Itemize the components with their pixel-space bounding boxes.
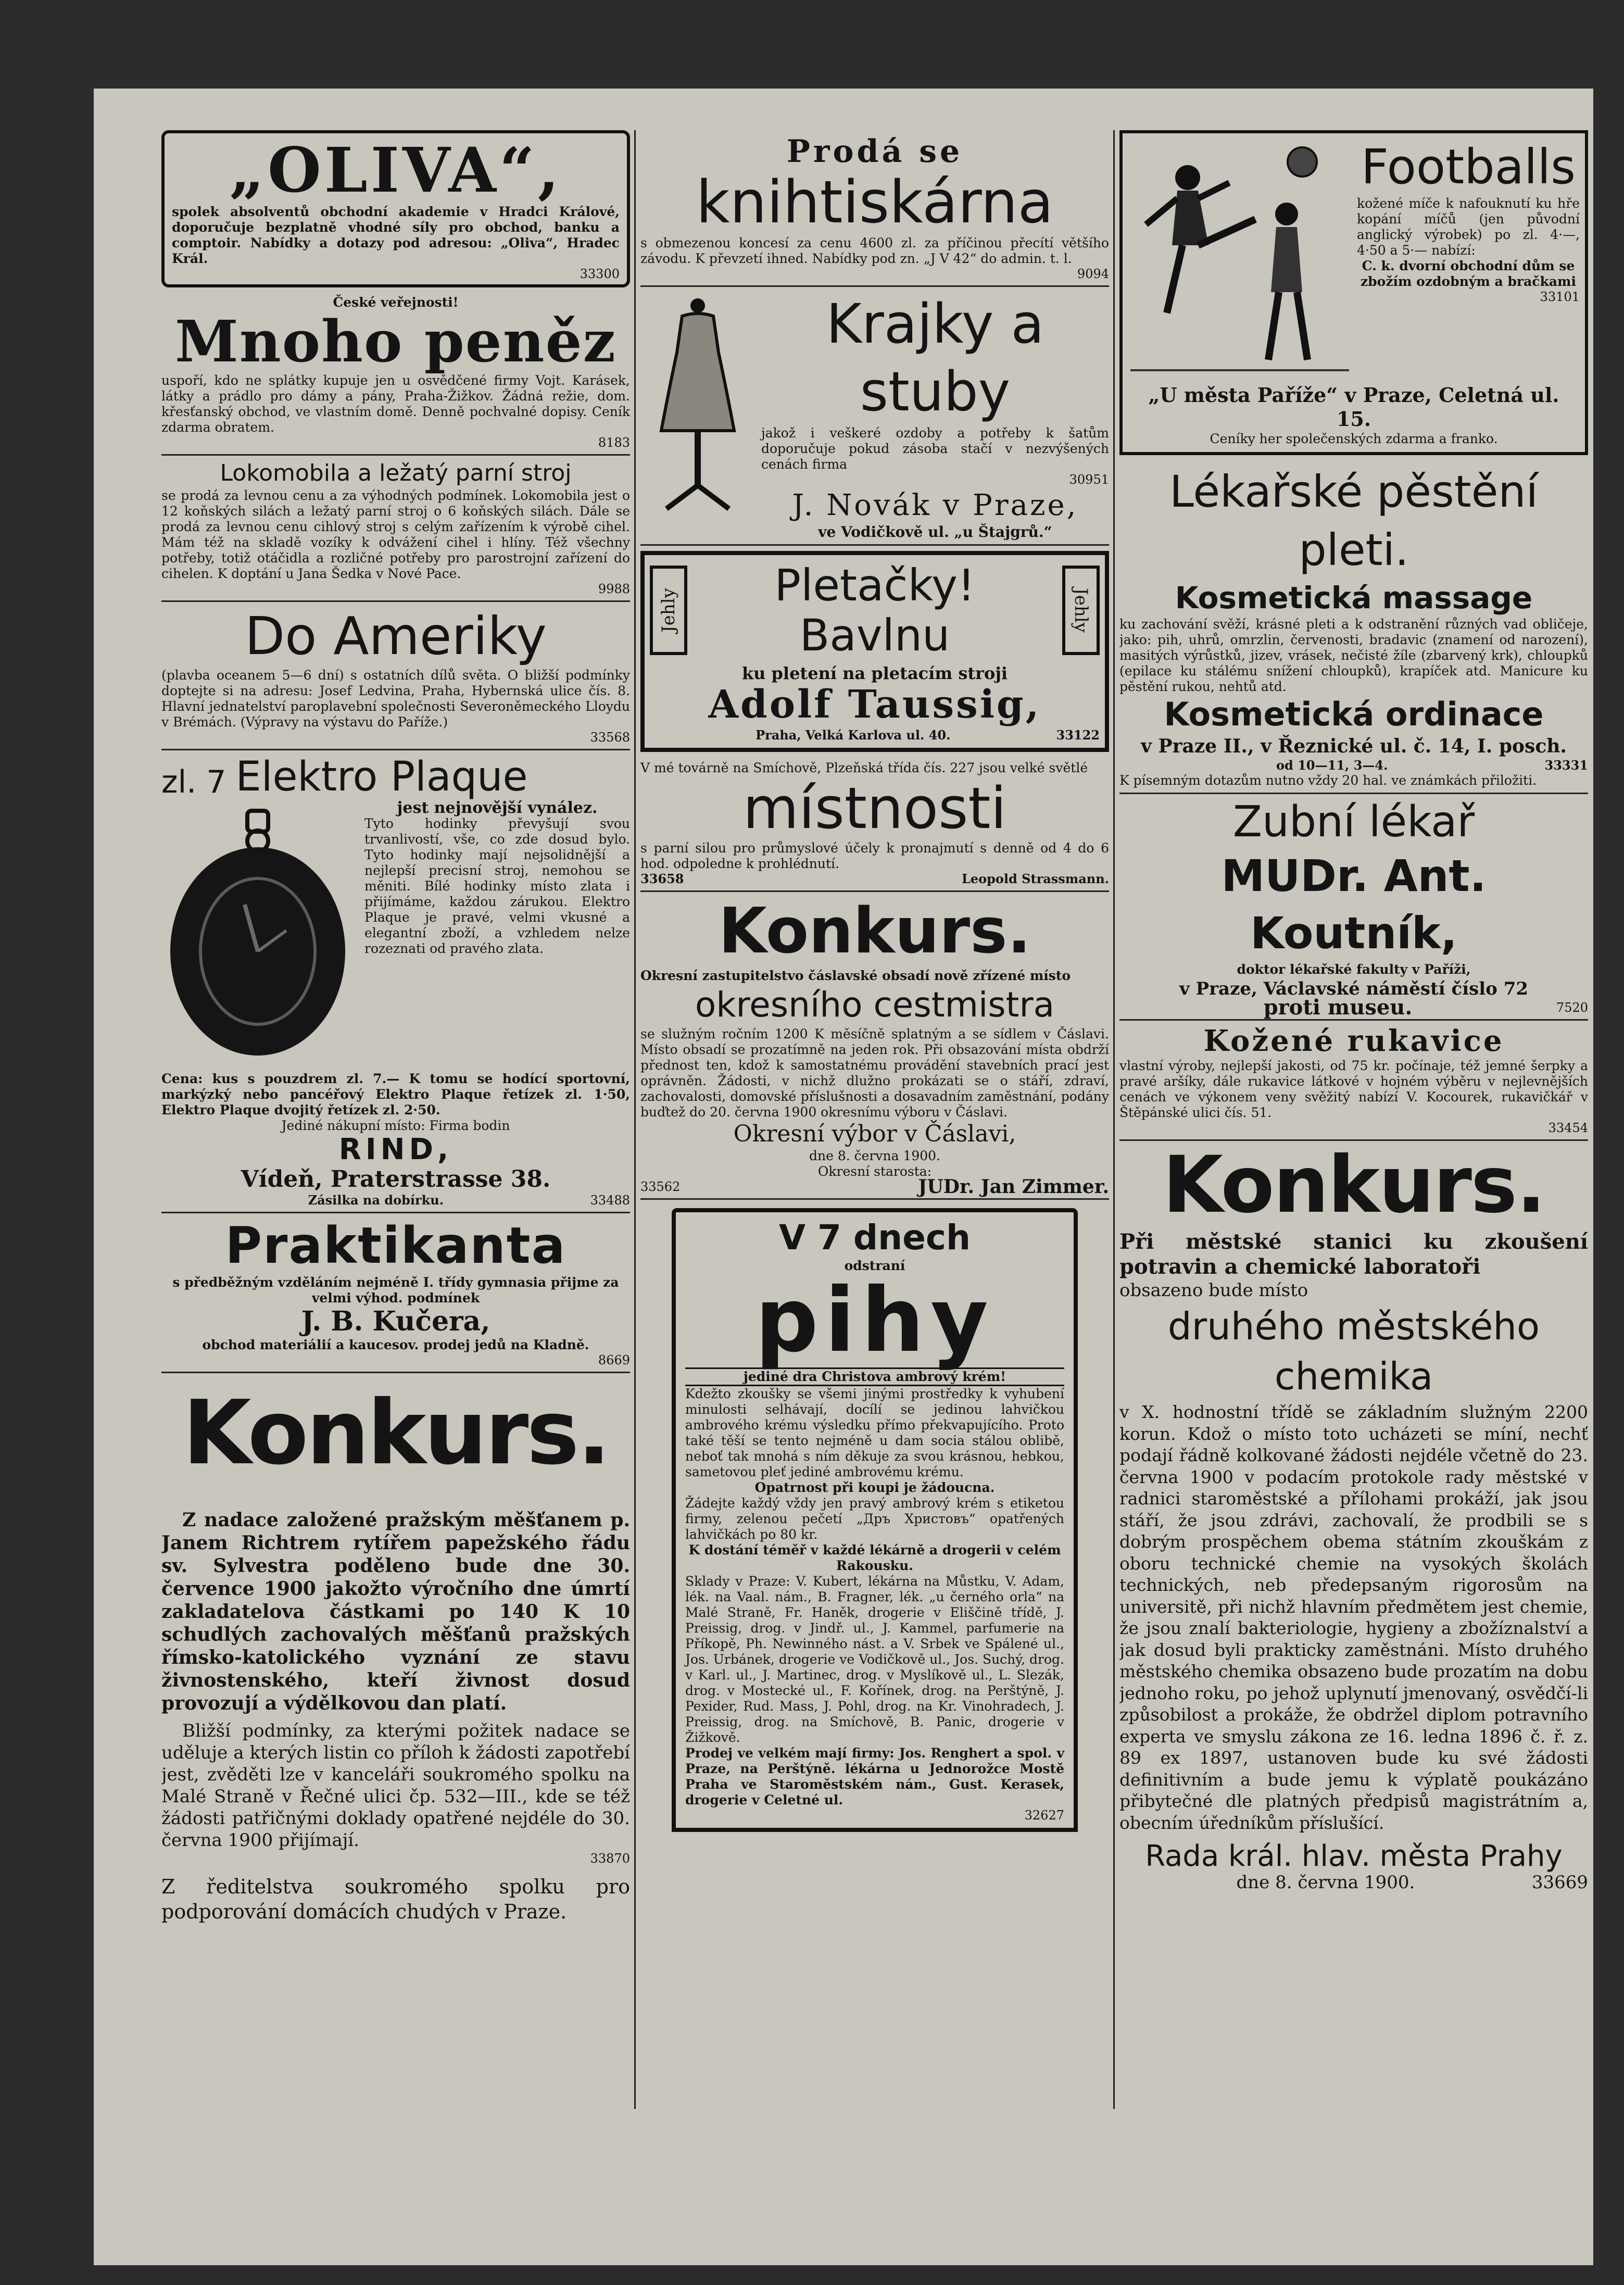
konkurs-date: dne 8. června 1900. <box>1236 1872 1415 1893</box>
oliva-title: „OLIVA“, <box>229 134 562 206</box>
ad-number: 8183 <box>598 435 630 450</box>
ad-number: 9094 <box>1077 267 1109 281</box>
needles-box-left <box>650 566 687 655</box>
ad-number: 30951 <box>1069 472 1109 487</box>
konkurs-role: Okresní starosta: <box>817 1164 932 1179</box>
rukavice-title: Kožené rukavice <box>1203 1024 1504 1058</box>
ad-number: 32627 <box>1024 1808 1064 1823</box>
konkurs-lead: Při městské stanici ku zkoušení potravin a chemické laboratoři <box>1119 1229 1588 1279</box>
column-divider <box>634 130 636 2109</box>
pletacky-text: ku pletení na pletacím stroji <box>741 663 1008 683</box>
pletacky-address: Praha, Velká Karlova ul. 40. <box>756 727 951 743</box>
ad-zubni-lekar <box>1119 794 1588 1021</box>
konkurs-lead2: obsazeno bude místo <box>1119 1280 1308 1301</box>
ad-elektro-plaque <box>161 750 630 1213</box>
knihtiskarna-text: s obmezenou koncesí za cenu 4600 zl. za příčinou přecítí většího závodu. K převzetí ihned. Nabídky pod zn. „J V 42“ do admin. t. l. <box>640 235 1109 266</box>
elektro-firm: RIND, <box>338 1133 453 1166</box>
ad-oliva <box>161 130 630 287</box>
elektro-prices: Cena: kus s pouzdrem zl. 7.— K tomu se hodící sportovní, markýzký nebo pancéřový Elektro Plaque řetízek zl. 1·50, Elektro Plaque dvojitý řetízek zl. 2·50. <box>161 1071 630 1118</box>
knihtiskarna-title: knihtiskárna <box>696 169 1054 236</box>
praktikanta-title: Praktikanta <box>225 1216 566 1275</box>
column-3 <box>1119 130 1588 2109</box>
football-players-icon <box>1128 139 1352 383</box>
ad-number: 33669 <box>1531 1872 1588 1893</box>
elektro-text: Tyto hodinky převyšují svou trvanlivostí, vše, co zde dosud bylo. Tyto hodinky mají nejsolidnější a nejlepší precisní stroj, nemohou se měniti. Bílé hodinky místo zlata i přijímáme, každou zárukou. Elektro Plaque je pravé, velmi vkusné a elegantní zboží, a vzhledem nelze rozeznati od pravého zlata. <box>364 816 630 956</box>
lokomobila-text: se prodá za levnou cenu a za výhodných podmínek. Lokomobila jest o 12 koňských silách a ležatý parní stroj o 6 koňských silách. Dále se prodá za levnou cenu cihlový stroj s celým zařízením k výrobě cihel. Mám též na skladě vozíky k odvážení cihel i hlíny. Též všechny potřeby, totiž otáčidla a rozličné potřeby pro parostrojní zařízení do cihelen. K doptání u Jana Šedka v Nové Pace. <box>161 488 630 581</box>
ad-number: 33122 <box>1056 727 1100 743</box>
elektro-subtitle: jest nejnovější vynález. <box>397 799 598 817</box>
pletacky-firm: Adolf Taussig, <box>708 682 1041 727</box>
ad-knihtiskarna <box>640 130 1109 287</box>
mistnosti-firm: Leopold Strassmann. <box>961 871 1109 886</box>
ad-konkurs-caslav <box>640 892 1109 1200</box>
praktikanta-tail: obchod materiálií a kaucesov. prodej jedů na Kladně. <box>202 1337 589 1352</box>
lekarske-hours: od 10—11, 3—4. <box>1276 758 1388 773</box>
pihy-sub: odstraní <box>844 1258 905 1273</box>
pocket-watch-icon <box>161 800 359 1071</box>
ad-number: 7520 <box>1556 1000 1588 1015</box>
pihy-warn: Opatrnost při koupi je žádoucna. <box>754 1480 995 1495</box>
ad-number: 33101 <box>1540 290 1580 304</box>
pihy-shops: Sklady v Praze: V. Kubert, lékárna na Můstku, V. Adam, lék. na Vaal. nám., B. Fragner, lék. „u černého orla“ na Malé Straně, Fr. Haněk, drogerie v Eliščině třídě, J. Preissig, drog. v Jindř. ul., J. Kammel, parfumerie na Příkopě, Ph. Newinného nást. a V. Srbek ve Spálené ul., Jos. Urbánek, drogerie ve Vodičkově ul., Jos. Suchý, drog. v Karl. ul., J. Martinec, drog. v Myslíkově ul., L. Slezák, drog. v Mostecké ul., F. Kořínek, drog. na Perštýně, J. Pexider, Rud. Mass, J. Pohl, drog. na Kr. Vinohradech, J. Preissig, drog. na Smíchově, B. Panic, drogerie v Žižkově. <box>685 1574 1064 1745</box>
column-divider <box>1113 130 1115 2109</box>
konkurs-title: Konkurs. <box>182 1382 609 1485</box>
penez-title: Mnoho peněz <box>174 308 617 375</box>
konkurs-title: Konkurs. <box>718 895 1031 968</box>
elektro-city: Vídeň, Praterstrasse 38. <box>241 1166 551 1192</box>
konkurs-text: v X. hodnostní třídě se základním služným 2200 korun. Kdož o místo toto ucházeti se míní, nechť podají řádně kolkované žádosti nejdéle včetně do 23. června 1900 v podacím protokole rady městské v radnici staroměstské a přílohami prokáží, jak jsou stáří, že jsou zdrávi, zachovalí, že prodbili se s dobrým prospěchem obema státním zkouškám z oboru technické chemie na vysokých školách technických, neb předepsaným rigorosům na universitě, při nichž hlavním předmětem jest chemie, že jsou znalí bakteriologie, hygieny a zbožíznalství a jak dosud byli prakticky zaměstnáni. Místo druhého městského chemika obsazeno bude prozatím na dobu jednoho roku, po jehož uplynutí jmenovaný, osvědčí-li způsobilost a prokáže, že obdržel diplom potravního experta ve smyslu zákona ze 16. ledna 1896 č. ř. z. 89 ex 1897, ustanoven bude ku své žádosti definitivním a bude jemu k výplatě poukázáno přibytečné dle platných předpisů magistrátním a, obecním úředníkům příslušící. <box>1119 1402 1588 1833</box>
needles-label: Jehly <box>658 588 679 633</box>
zubni-address: v Praze, Václavské náměstí číslo 72 <box>1179 978 1529 999</box>
elektro-price: zl. 7 <box>161 764 226 800</box>
mistnosti-text: s parní silou pro průmyslové účely k pronajmutí s denně od 4 do 6 hod. odpoledne k prohlédnutí. <box>640 840 1109 871</box>
zubni-title: Zubní lékař <box>1232 797 1475 847</box>
column-2 <box>640 130 1109 2109</box>
ad-number: 33300 <box>580 267 620 281</box>
dress-form-icon <box>640 290 755 519</box>
ad-praktikanta <box>161 1213 630 1373</box>
ad-number: 9988 <box>598 582 630 596</box>
penez-kicker: České veřejnosti! <box>333 295 459 310</box>
oliva-text: spolek absolventů obchodní akademie v Hradci Králové, doporučuje bezplatně vhodné síly pro obchod, banku a comptoir. Nabídky a dotazy pod adresou: „Oliva“, Hradec Král. <box>172 204 620 266</box>
ad-konkurs-chemik <box>1119 1140 1588 1893</box>
pihy-line: jediné dra Christova ambrový krém! <box>685 1367 1064 1386</box>
konkurs-date: dne 8. června 1900. <box>809 1148 941 1163</box>
pletacky-sub: Bavlnu <box>799 610 950 661</box>
mistnosti-lead: V mé továrně na Smíchově, Plzeňská třída čís. 227 jsou velké světlé <box>640 760 1088 775</box>
amerika-text: (plavba oceanem 5—6 dní) s ostatních dílů světa. O bližší podmínky doptejte si na adresu: Josef Ledvina, Praha, Hybernská ulice čís. 8. Hlavní jednatelství paroplavební společnosti Severoněmeckého Lloydu v Brémách. (Výpravy na výstavu do Paříže.) <box>161 668 630 730</box>
ad-number: 33488 <box>590 1193 630 1208</box>
ad-pihy <box>672 1208 1078 1832</box>
konkurs-title: Konkurs. <box>1162 1140 1545 1231</box>
krajky-address: ve Vodičkově ul. „u Štajgrů.“ <box>818 523 1052 541</box>
ad-penez <box>161 292 630 456</box>
footballs-shop: C. k. dvorní obchodní dům se zbožím ozdobným a bračkami <box>1360 258 1576 289</box>
ad-konkurs-richter <box>161 1373 630 1924</box>
ad-number: 33658 <box>640 871 684 886</box>
ad-number: 33454 <box>1548 1121 1588 1135</box>
footballs-note: Ceníky her společenských zdarma a franko. <box>1210 431 1498 446</box>
ad-footballs <box>1119 130 1588 455</box>
pihy-head: V 7 dnech <box>778 1217 971 1258</box>
konkurs-sign: Okresní výbor v Čáslavi, <box>733 1121 1016 1147</box>
konkurs-sign: Rada král. hlav. města Prahy <box>1145 1839 1563 1873</box>
pletacky-title: Pletačky! <box>774 560 975 611</box>
zubni-opposite: proti museu. <box>1263 995 1413 1020</box>
zubni-text: doktor lékařské fakulty v Paříži, <box>1237 962 1471 977</box>
ad-lokomobila <box>161 456 630 602</box>
rukavice-text: vlastní výroby, nejlepší jakosti, od 75 kr. počínaje, též jemné šerpky a pravé aršíky, dále rukavice látkové v hojném výběru v nejlevnějších cenách ve výkonem veny svěžitý nabízí V. Kocourek, rukavičkář v Štěpánské ulici čís. 51. <box>1119 1058 1588 1120</box>
pihy-title: pihy <box>755 1269 994 1372</box>
mistnosti-title: místnosti <box>742 775 1007 842</box>
lekarske-ordinace: Kosmetická ordinace <box>1164 695 1544 733</box>
praktikanta-text: s předběžným vzděláním nejméně I. třídy gymnasia přijme za velmi výhod. podmínek <box>172 1275 619 1305</box>
pihy-wholesale: Prodej ve velkém mají firmy: Jos. Renghert a spol. v Praze, na Perštýně. lékárna u Jednorožce Mostě Praha ve Staroměstském nám., Gust. Kerasek, drogerie v Celetné ul. <box>685 1746 1064 1807</box>
knihtiskarna-kicker: Prodá se <box>786 133 963 170</box>
konkurs-name: JUDr. Jan Zimmer. <box>918 1176 1109 1198</box>
konkurs-bold-text: Z nadace založené pražským měšťanem p. Janem Richtrem rytířem papežského řádu sv. Sylvestra poděleno bude dne 30. července 1900 jakožto výročního dne úmrtí zakladatelova částkami po 140 K 10 schudlých zachovalých měšťanů pražských římsko-katolického vyznání ze stavu živnostenského, kteří živnost dosud provozují a výdělkovou dan platí. <box>161 1509 630 1714</box>
needles-box-right <box>1062 566 1100 655</box>
ad-mistnosti <box>640 757 1109 892</box>
krajky-title: Krajky a stuby <box>826 292 1044 423</box>
ad-lekarske-pesteni <box>1119 459 1588 794</box>
ad-number: 33870 <box>590 1851 630 1866</box>
penez-text: uspoří, kdo ne splátky kupuje jen u osvědčené firmy Vojt. Karásek, látky a prádlo pro dámy a pány, Praha-Žižkov. Žádná režie, dom. křesťanský obchod, ve vlastním domě. Denně pochvalné dopisy. Ceník zdarma obratem. <box>161 373 630 435</box>
lekarske-note: K písemným dotazům nutno vždy 20 hal. ve známkách přiložiti. <box>1119 773 1537 788</box>
ad-amerika <box>161 602 630 750</box>
lekarske-text: ku zachování svěží, krásné pleti a k odstranění různých vad obličeje, jako: pih, uhrů, omrzlin, červenosti, bradavic (znamení od narození), masitých výrůstků, jizev, vrásek, nečisté žíle (zbarvený krk), chloupků (epilace ku stálému snížení chloupků), krapíček atd. Manicure ku pěstění rukou, nehtů atd. <box>1119 617 1588 694</box>
konkurs-footer: Z ředitelstva soukromého spolku pro podporování domácích chudých v Praze. <box>161 1875 630 1923</box>
konkurs-lead: Okresní zastupitelstvo čáslavské obsadí nově zřízené místo <box>640 968 1071 983</box>
ad-number: 33331 <box>1544 758 1588 773</box>
zubni-name: MUDr. Ant. Koutník, <box>1221 850 1487 959</box>
pihy-avail: K dostání téměř v každé lékárně a drogerii v celém Rakousku. <box>688 1542 1061 1573</box>
ad-number: 33568 <box>590 730 630 745</box>
krajky-text: jakož i veškeré ozdoby a potřeby k šatům doporučuje pokud zásoba stačí v nezvýšených cenách firma <box>761 425 1109 472</box>
konkurs-text: se služným ročním 1200 K měsíčně splatným a se sídlem v Čáslavi. Místo obsadí se prozatímně na jeden rok. Při obsazování místa obdrží přednost ten, kdož k samostatnému provádění stavebních prací jest oprávněn. Žádosti, v nichž dlužno prokázati se o stáří, zdraví, zachovalosti, domovské příslušnosti a dosavadním zaměstnání, podány buďtež do 20. června 1900 okresnímu výboru v Čáslavi. <box>640 1026 1109 1120</box>
pihy-text: Kdežto zkoušky se všemi jinými prostředky k vyhubení minulosti selhávají, docílí se jedinou lahvičkou ambrového krému výsledku přímo překvapujícího. Proto také těší se tento nejméně u dam socia stálou oblibě, neboť tak mnohá s ním děkuje za svou krásnou, hebkou, sametovou pleť jediné ambrovému krému. <box>685 1386 1064 1479</box>
ad-krajky <box>640 287 1109 546</box>
konkurs-text: Bližší podmínky, za kterými požitek nadace se uděluje a kterých listin co příloh k žádosti zapotřebí jest, zvěděti lze v kanceláři soukromého spolku na Malé Straně v Řečné ulici čp. 532—III., kde se též žádosti patřičnými doklady opatřené nejdéle do 30. června 1900 přijímají. <box>161 1721 630 1851</box>
ad-kozene-rukavice <box>1119 1021 1588 1141</box>
konkurs-post: druhého městského chemika <box>1167 1304 1540 1398</box>
krajky-firm: J. Novák v Praze, <box>792 488 1078 522</box>
needles-label: Jehly <box>1071 588 1092 633</box>
amerika-title: Do Ameriky <box>245 606 547 667</box>
lekarske-sub: Kosmetická massage <box>1175 580 1533 616</box>
footballs-address: „U města Paříže“ v Praze, Celetná ul. 15. <box>1148 383 1559 431</box>
lekarske-title: Lékařské pěstění pleti. <box>1169 466 1538 575</box>
ad-number: 33562 <box>640 1179 681 1194</box>
footballs-title: Footballs <box>1361 139 1576 195</box>
praktikanta-name: J. B. Kučera, <box>301 1305 490 1337</box>
footballs-text: kožené míče k nafouknutí ku hře kopání míčů (jen původní anglický výrobek) po zl. 4·—, 4·50 a 5·— nabízí: <box>1357 196 1580 258</box>
elektro-firm-line: Jediné nákupní místo: Firma bodin <box>281 1118 510 1133</box>
column-1 <box>161 130 630 2109</box>
pihy-warn2: Žádejte každý vždy jen pravý ambrový krém s etiketou firmy, zelenou pečetí „Дръ Христовъ“ opatřených lahvičkách po 80 kr. <box>685 1496 1064 1542</box>
elektro-title: Elektro Plaque <box>235 754 528 800</box>
lokomobila-title: Lokomobila a ležatý parní stroj <box>220 460 572 486</box>
elektro-send: Zásilka na dobírku. <box>308 1192 444 1208</box>
lekarske-address: v Praze II., v Řeznické ul. č. 14, I. posch. <box>1141 735 1567 757</box>
ad-number: 8669 <box>598 1353 630 1367</box>
konkurs-post: okresního cestmistra <box>695 985 1055 1025</box>
ad-pletacky <box>640 551 1109 752</box>
